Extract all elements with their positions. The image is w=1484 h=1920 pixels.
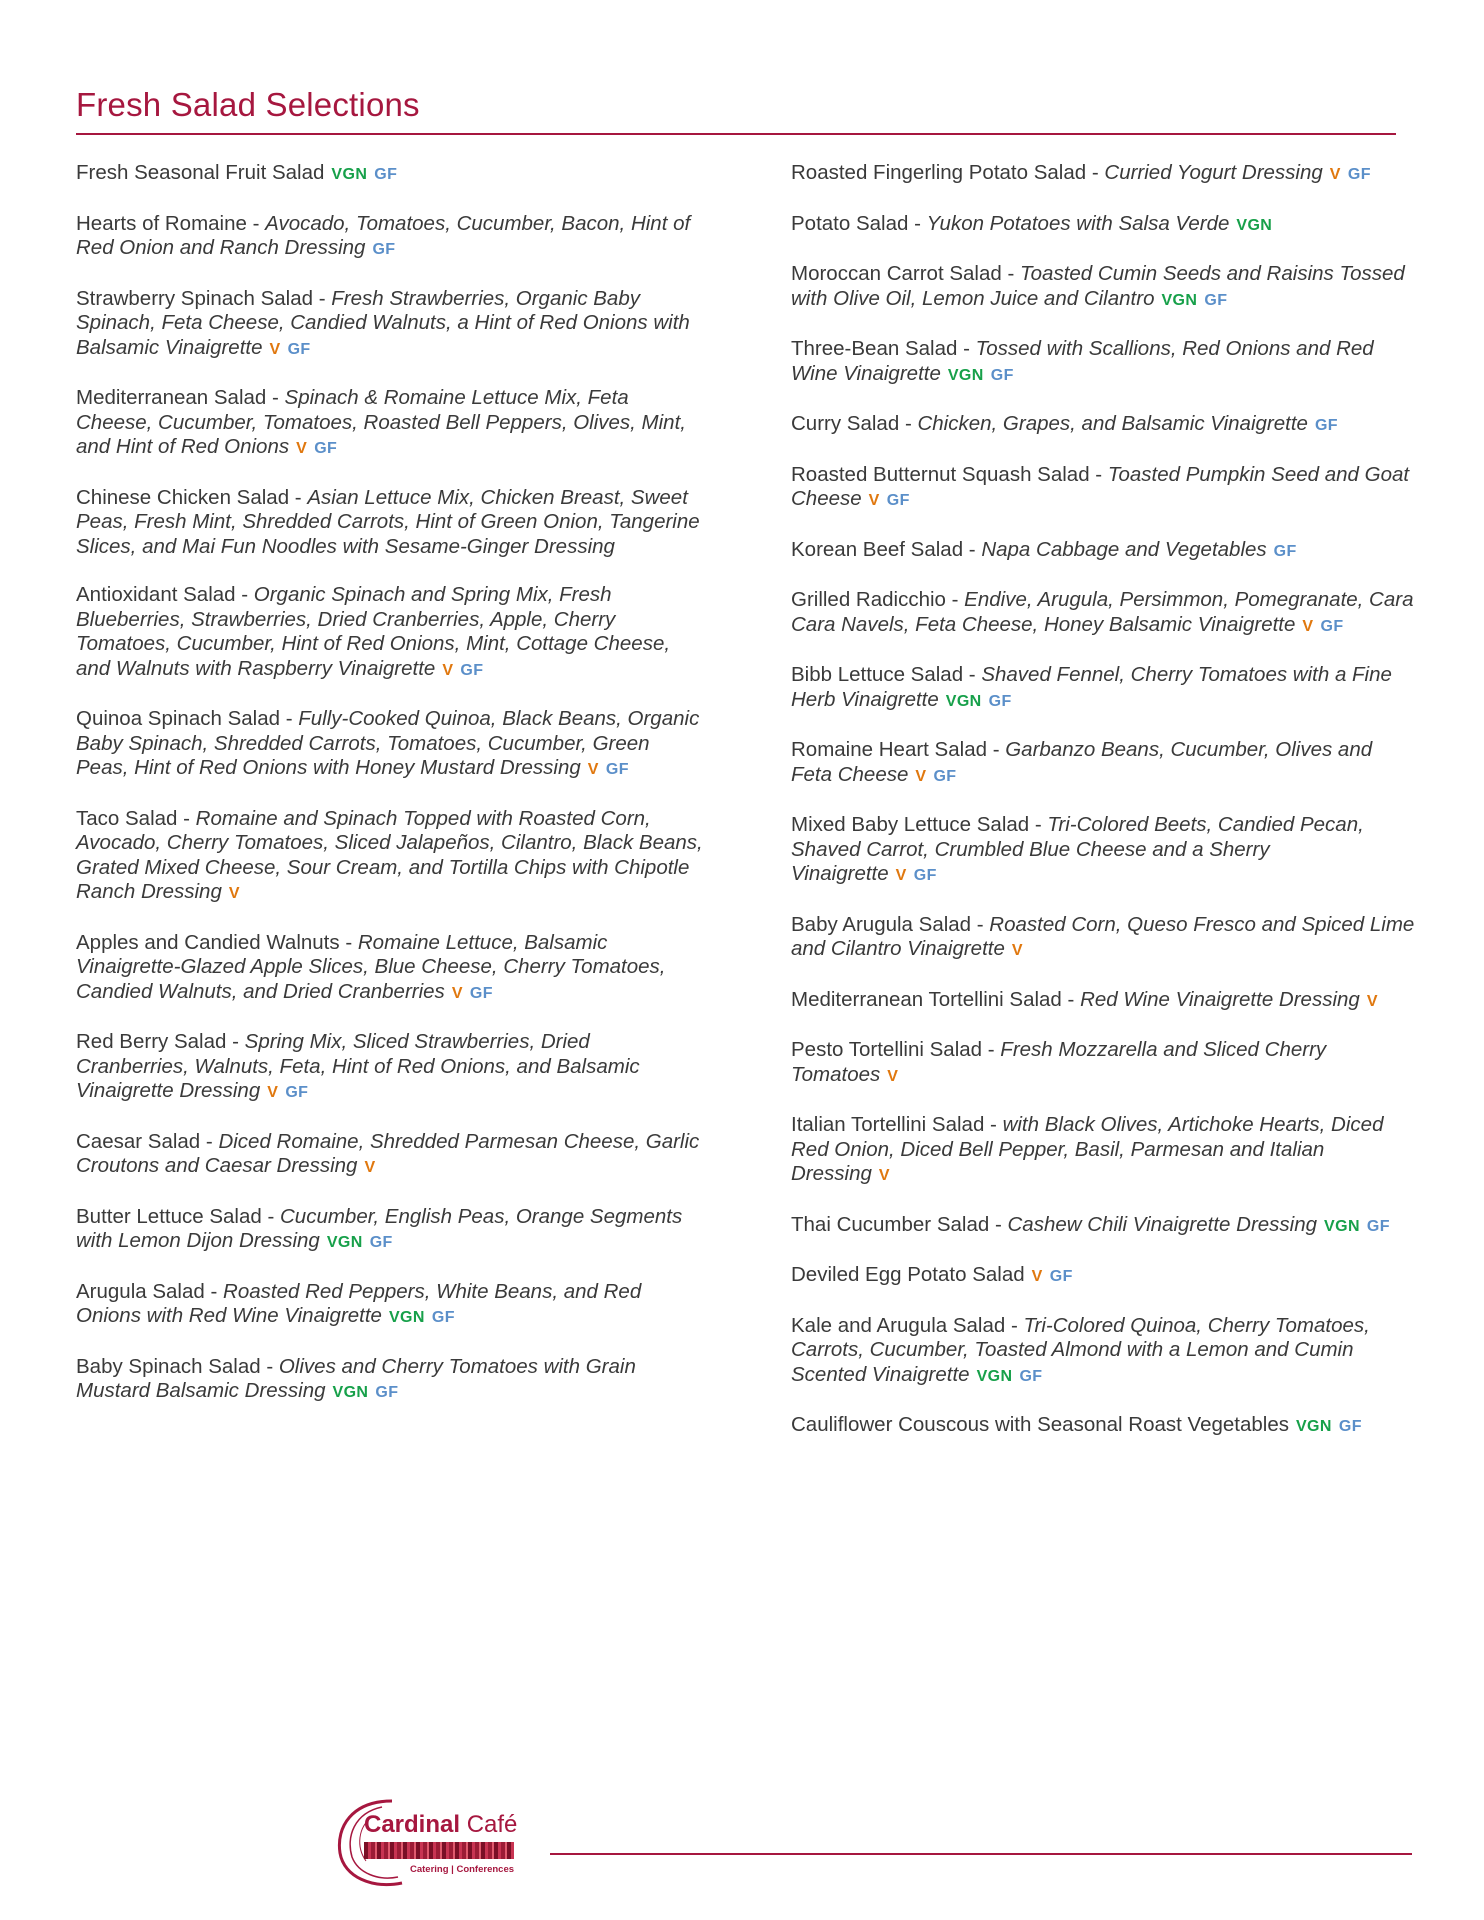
menu-item-description: Tri-Colored Beets, Candied Pecan, Shaved Carrot, Crumbled Blue Cheese and a Sherry Vinaigrette bbox=[791, 813, 1364, 885]
diet-tag-vgn: VGN bbox=[1161, 291, 1198, 309]
diet-tag-v: V bbox=[442, 661, 454, 679]
menu-item bbox=[76, 486, 706, 560]
diet-tag-gf: GF bbox=[1204, 291, 1228, 309]
menu-item-name: Roasted Fingerling Potato Salad bbox=[791, 161, 1087, 184]
diet-tag-vgn: VGN bbox=[976, 1367, 1013, 1385]
diet-tag-gf: GF bbox=[1347, 166, 1371, 183]
menu-item bbox=[791, 738, 1416, 789]
menu-item-name: Kale and Arugula Salad bbox=[791, 1313, 1006, 1337]
menu-item bbox=[791, 1413, 1416, 1440]
diet-tag-v: V bbox=[1011, 942, 1023, 959]
diet-tag-v: V bbox=[296, 440, 308, 457]
diet-tag-gf: GF bbox=[913, 867, 937, 884]
menu-item-separator: - bbox=[266, 386, 285, 409]
menu-item-name: Red Berry Salad bbox=[76, 1030, 227, 1053]
menu-item-name: Three-Bean Salad bbox=[791, 337, 958, 360]
menu-item-description: Cashew Chili Vinaigrette Dressing bbox=[1007, 1212, 1318, 1236]
menu-item bbox=[76, 1130, 706, 1181]
menu-item-description: with Black Olives, Artichoke Hearts, Diced Red Onion, Diced Bell Pepper, Basil, Parmesan and Italian Dressing bbox=[791, 1113, 1384, 1185]
cardinal-cafe-logo bbox=[332, 1797, 552, 1889]
menu-item bbox=[791, 988, 1416, 1015]
menu-item-name: Roasted Butternut Squash Salad bbox=[791, 462, 1090, 486]
menu-item-name: Baby Spinach Salad bbox=[76, 1354, 261, 1378]
diet-tag-gf: GF bbox=[469, 984, 493, 1002]
diet-tag-vgn: VGN bbox=[947, 366, 984, 384]
menu-item-name: Italian Tortellini Salad bbox=[791, 1113, 985, 1136]
menu-item-separator: - bbox=[280, 707, 299, 730]
menu-item-name: Bibb Lettuce Salad bbox=[791, 663, 964, 686]
menu-item-separator: - bbox=[899, 412, 918, 435]
footer-divider bbox=[550, 1853, 1412, 1855]
menu-item-name: Potato Salad bbox=[791, 211, 909, 235]
menu-item-separator: - bbox=[313, 286, 332, 310]
menu-item-description: Fresh Strawberries, Organic Baby Spinach, Feta Cheese, Candied Walnuts, a Hint of Red Onions with Balsamic Vinaigrette bbox=[76, 286, 690, 359]
menu-item-separator: - bbox=[1061, 987, 1081, 1011]
diet-tag-gf: GF bbox=[1273, 542, 1297, 560]
diet-tag-vgn: VGN bbox=[1295, 1418, 1332, 1435]
logo-stripes bbox=[364, 1842, 514, 1859]
menu-item bbox=[76, 161, 706, 188]
diet-tag-v: V bbox=[1031, 1268, 1043, 1285]
logo-subtitle: Catering | Conferences bbox=[410, 1864, 515, 1875]
menu-item bbox=[791, 161, 1416, 188]
menu-item-separator: - bbox=[908, 211, 927, 235]
menu-item bbox=[791, 463, 1416, 514]
menu-item-description: Asian Lettuce Mix, Chicken Breast, Sweet Peas, Fresh Mint, Shredded Carrots, Hint of Green Onion, Tangerine Slices, and Mai Fun Noodles with Sesame-Ginger Dressing bbox=[76, 485, 700, 558]
menu-item-separator: - bbox=[963, 537, 982, 561]
menu-item bbox=[76, 1355, 706, 1406]
diet-tag-v: V bbox=[451, 984, 463, 1002]
diet-tag-vgn: VGN bbox=[1236, 216, 1273, 234]
diet-tag-v: V bbox=[915, 767, 927, 785]
right-column bbox=[791, 161, 1416, 1464]
menu-item-description: Roasted Red Peppers, White Beans, and Red Onions with Red Wine Vinaigrette bbox=[76, 1279, 642, 1327]
diet-tag-vgn: VGN bbox=[945, 692, 982, 710]
menu-item bbox=[76, 287, 706, 363]
menu-item-description: Avocado, Tomatoes, Cucumber, Bacon, Hint of Red Onion and Ranch Dressing bbox=[76, 211, 691, 259]
menu-item-separator: - bbox=[177, 806, 196, 830]
menu-item-description: Diced Romaine, Shredded Parmesan Cheese, Garlic Croutons and Caesar Dressing bbox=[76, 1129, 700, 1177]
menu-item-separator: - bbox=[200, 1129, 219, 1153]
menu-item-description: Red Wine Vinaigrette Dressing bbox=[1080, 987, 1360, 1011]
menu-item-description: Endive, Arugula, Persimmon, Pomegranate, Cara Cara Navels, Feta Cheese, Honey Balsamic Vinaigrette bbox=[791, 588, 1414, 636]
diet-tag-vgn: VGN bbox=[326, 1234, 363, 1251]
menu-item-name: Mediterranean Salad bbox=[76, 386, 267, 409]
diet-tag-v: V bbox=[364, 1159, 376, 1176]
diet-tag-v: V bbox=[1366, 992, 1378, 1010]
logo-wordmark bbox=[364, 1811, 517, 1839]
diet-tag-gf: GF bbox=[287, 340, 311, 358]
menu-item-description: Chicken, Grapes, and Balsamic Vinaigrette bbox=[917, 412, 1308, 435]
menu-item bbox=[76, 931, 706, 1007]
menu-item-separator: - bbox=[226, 1030, 245, 1053]
diet-tag-gf: GF bbox=[374, 166, 398, 183]
diet-tag-v: V bbox=[267, 1084, 279, 1101]
menu-item bbox=[791, 1213, 1416, 1240]
diet-tag-gf: GF bbox=[460, 661, 484, 679]
diet-tag-gf: GF bbox=[431, 1309, 455, 1326]
menu-item-name: Apples and Candied Walnuts bbox=[76, 930, 340, 954]
menu-item bbox=[791, 1113, 1416, 1189]
diet-tag-v: V bbox=[1302, 617, 1314, 635]
menu-item-description: Shaved Fennel, Cherry Tomatoes with a Fine Herb Vinaigrette bbox=[791, 663, 1392, 711]
diet-tag-gf: GF bbox=[933, 767, 957, 785]
menu-item-separator: - bbox=[261, 1204, 280, 1228]
diet-tag-v: V bbox=[887, 1067, 899, 1085]
menu-item-name: Fresh Seasonal Fruit Salad bbox=[76, 161, 325, 184]
menu-item bbox=[76, 1030, 706, 1106]
menu-item bbox=[76, 386, 706, 462]
diet-tag-gf: GF bbox=[1314, 417, 1338, 434]
menu-item-name: Quinoa Spinach Salad bbox=[76, 707, 281, 730]
menu-item-description: Toasted Pumpkin Seed and Goat Cheese bbox=[791, 462, 1410, 510]
menu-item-separator: - bbox=[246, 211, 266, 235]
menu-item-separator: - bbox=[963, 663, 982, 686]
menu-item-name: Mediterranean Tortellini Salad bbox=[791, 987, 1062, 1011]
menu-item-separator: - bbox=[1001, 262, 1021, 285]
menu-item-separator: - bbox=[1086, 161, 1105, 184]
menu-item bbox=[791, 538, 1416, 565]
menu-item-description: Romaine and Spinach Topped with Roasted Corn, Avocado, Cherry Tomatoes, Sliced Jalapeños, Cilantro, Black Beans, Grated Mixed Cheese, Sour Cream, and Tortilla Chips with Chipotle Ranch Dressing bbox=[76, 806, 703, 903]
menu-item-separator: - bbox=[289, 485, 308, 509]
menu-item-separator: - bbox=[945, 588, 965, 611]
title-divider bbox=[76, 133, 1396, 135]
diet-tag-vgn: VGN bbox=[331, 166, 368, 183]
menu-item-name: Butter Lettuce Salad bbox=[76, 1204, 262, 1228]
menu-item-name: Mixed Baby Lettuce Salad bbox=[791, 813, 1030, 836]
diet-tag-gf: GF bbox=[1049, 1268, 1073, 1285]
logo-brand-bold: Cardinal bbox=[364, 1811, 461, 1838]
diet-tag-gf: GF bbox=[605, 761, 629, 778]
diet-tag-gf: GF bbox=[285, 1084, 309, 1101]
menu-item bbox=[791, 1263, 1416, 1290]
menu-item bbox=[791, 588, 1416, 639]
menu-item-description: Cucumber, English Peas, Orange Segments with Lemon Dijon Dressing bbox=[76, 1204, 683, 1252]
menu-item-description: Fresh Mozzarella and Sliced Cherry Tomatoes bbox=[791, 1038, 1327, 1086]
menu-item-description: Organic Spinach and Spring Mix, Fresh Blueberries, Strawberries, Dried Cranberries, Apple, Cherry Tomatoes, Cucumber, Hint of Red Onions, Mint, Cottage Cheese, and Walnuts with Raspberry Vinaigrette bbox=[76, 583, 671, 680]
menu-item bbox=[76, 707, 706, 783]
menu-item-separator: - bbox=[339, 930, 358, 954]
diet-tag-v: V bbox=[878, 1167, 890, 1184]
diet-tag-v: V bbox=[1329, 166, 1341, 183]
menu-item bbox=[791, 813, 1416, 889]
menu-item-separator: - bbox=[957, 337, 976, 360]
menu-item-name: Moroccan Carrot Salad bbox=[791, 262, 1002, 285]
menu-item-description: Spinach & Romaine Lettuce Mix, Feta Cheese, Cucumber, Tomatoes, Roasted Bell Peppers, Olives, Mint, and Hint of Red Onions bbox=[76, 386, 686, 458]
diet-tag-gf: GF bbox=[1320, 617, 1344, 635]
menu-item bbox=[791, 337, 1416, 388]
menu-item bbox=[76, 212, 706, 263]
menu-item-description: Olives and Cherry Tomatoes with Grain Mustard Balsamic Dressing bbox=[76, 1354, 636, 1402]
menu-item bbox=[791, 212, 1416, 239]
diet-tag-gf: GF bbox=[372, 241, 396, 258]
menu-item-description: Tri-Colored Quinoa, Cherry Tomatoes, Carrots, Cucumber, Toasted Almond with a Lemon and Cumin Scented Vinaigrette bbox=[791, 1313, 1370, 1386]
menu-item bbox=[76, 807, 706, 907]
menu-item-name: Hearts of Romaine bbox=[76, 211, 247, 235]
left-column bbox=[76, 161, 706, 1430]
menu-item-description: Garbanzo Beans, Cucumber, Olives and Feta Cheese bbox=[791, 738, 1373, 786]
menu-item-description: Spring Mix, Sliced Strawberries, Dried Cranberries, Walnuts, Feta, Hint of Red Onions, and Balsamic Vinaigrette Dressing bbox=[76, 1030, 640, 1102]
diet-tag-vgn: VGN bbox=[332, 1384, 369, 1401]
menu-item-name: Baby Arugula Salad bbox=[791, 912, 972, 936]
menu-item-separator: - bbox=[1029, 813, 1048, 836]
menu-item-description: Napa Cabbage and Vegetables bbox=[981, 537, 1267, 561]
menu-item bbox=[791, 1314, 1416, 1390]
diet-tag-gf: GF bbox=[990, 366, 1014, 384]
menu-item-name: Grilled Radicchio bbox=[791, 588, 946, 611]
menu-item-separator: - bbox=[204, 1279, 224, 1303]
menu-item bbox=[791, 1038, 1416, 1089]
menu-item bbox=[76, 1280, 706, 1331]
diet-tag-gf: GF bbox=[1338, 1418, 1362, 1435]
diet-tag-vgn: VGN bbox=[388, 1309, 425, 1326]
diet-tag-v: V bbox=[228, 885, 240, 902]
menu-item-name: Chinese Chicken Salad bbox=[76, 485, 290, 509]
menu-item-name: Taco Salad bbox=[76, 806, 178, 830]
diet-tag-v: V bbox=[269, 340, 281, 358]
menu-item-description: Fully-Cooked Quinoa, Black Beans, Organic Baby Spinach, Shredded Carrots, Tomatoes, Cucumber, Green Peas, Hint of Red Onions with Honey Mustard Dressing bbox=[76, 707, 700, 779]
menu-item-separator: - bbox=[971, 912, 990, 936]
menu-item bbox=[791, 262, 1416, 313]
page-title: Fresh Salad Selections bbox=[76, 86, 420, 123]
menu-item bbox=[76, 583, 706, 683]
diet-tag-gf: GF bbox=[1366, 1217, 1390, 1235]
menu-item-description: Yukon Potatoes with Salsa Verde bbox=[926, 211, 1230, 235]
menu-item-separator: - bbox=[235, 583, 254, 606]
logo-brand-light: Café bbox=[460, 1811, 518, 1838]
menu-item-name: Thai Cucumber Salad bbox=[791, 1212, 990, 1236]
menu-item-name: Romaine Heart Salad bbox=[791, 738, 987, 761]
menu-item-name: Curry Salad bbox=[791, 412, 900, 435]
diet-tag-gf: GF bbox=[369, 1234, 393, 1251]
menu-item-name: Pesto Tortellini Salad bbox=[791, 1038, 983, 1061]
menu-item-description: Tossed with Scallions, Red Onions and Red Wine Vinaigrette bbox=[791, 337, 1374, 385]
menu-item-name: Arugula Salad bbox=[76, 1279, 205, 1303]
menu-item-separator: - bbox=[989, 1212, 1008, 1236]
menu-item-description: Roasted Corn, Queso Fresco and Spiced Lime and Cilantro Vinaigrette bbox=[791, 912, 1415, 960]
menu-item-separator: - bbox=[982, 1038, 1001, 1061]
menu-item-separator: - bbox=[984, 1113, 1003, 1136]
menu-item-description: Romaine Lettuce, Balsamic Vinaigrette-Glazed Apple Slices, Blue Cheese, Cherry Tomatoes, Candied Walnuts, and Dried Cranberries bbox=[76, 930, 666, 1003]
menu-item-separator: - bbox=[260, 1354, 279, 1378]
diet-tag-v: V bbox=[587, 761, 599, 778]
diet-tag-gf: GF bbox=[1019, 1367, 1043, 1385]
menu-item-description: Toasted Cumin Seeds and Raisins Tossed with Olive Oil, Lemon Juice and Cilantro bbox=[791, 262, 1405, 310]
diet-tag-v: V bbox=[895, 867, 907, 884]
menu-item bbox=[791, 663, 1416, 714]
diet-tag-gf: GF bbox=[886, 492, 910, 509]
diet-tag-gf: GF bbox=[314, 440, 338, 457]
diet-tag-vgn: VGN bbox=[1324, 1217, 1360, 1235]
menu-item bbox=[791, 412, 1416, 439]
menu-item-name: Strawberry Spinach Salad bbox=[76, 286, 314, 310]
menu-item-name: Antioxidant Salad bbox=[76, 583, 236, 606]
menu-item-separator: - bbox=[1005, 1313, 1024, 1337]
menu-item-description: Curried Yogurt Dressing bbox=[1104, 161, 1323, 184]
menu-item-separator: - bbox=[987, 738, 1006, 761]
menu-item bbox=[791, 913, 1416, 964]
diet-tag-gf: GF bbox=[375, 1384, 399, 1401]
menu-item-name: Caesar Salad bbox=[76, 1129, 201, 1153]
diet-tag-v: V bbox=[868, 492, 880, 509]
menu-item-separator: - bbox=[1089, 462, 1108, 486]
diet-tag-gf: GF bbox=[988, 692, 1012, 710]
menu-item bbox=[76, 1205, 706, 1256]
menu-item-name: Deviled Egg Potato Salad bbox=[791, 1263, 1025, 1286]
menu-item-name: Korean Beef Salad bbox=[791, 537, 964, 561]
menu-item-name: Cauliflower Couscous with Seasonal Roast Vegetables bbox=[791, 1413, 1289, 1436]
